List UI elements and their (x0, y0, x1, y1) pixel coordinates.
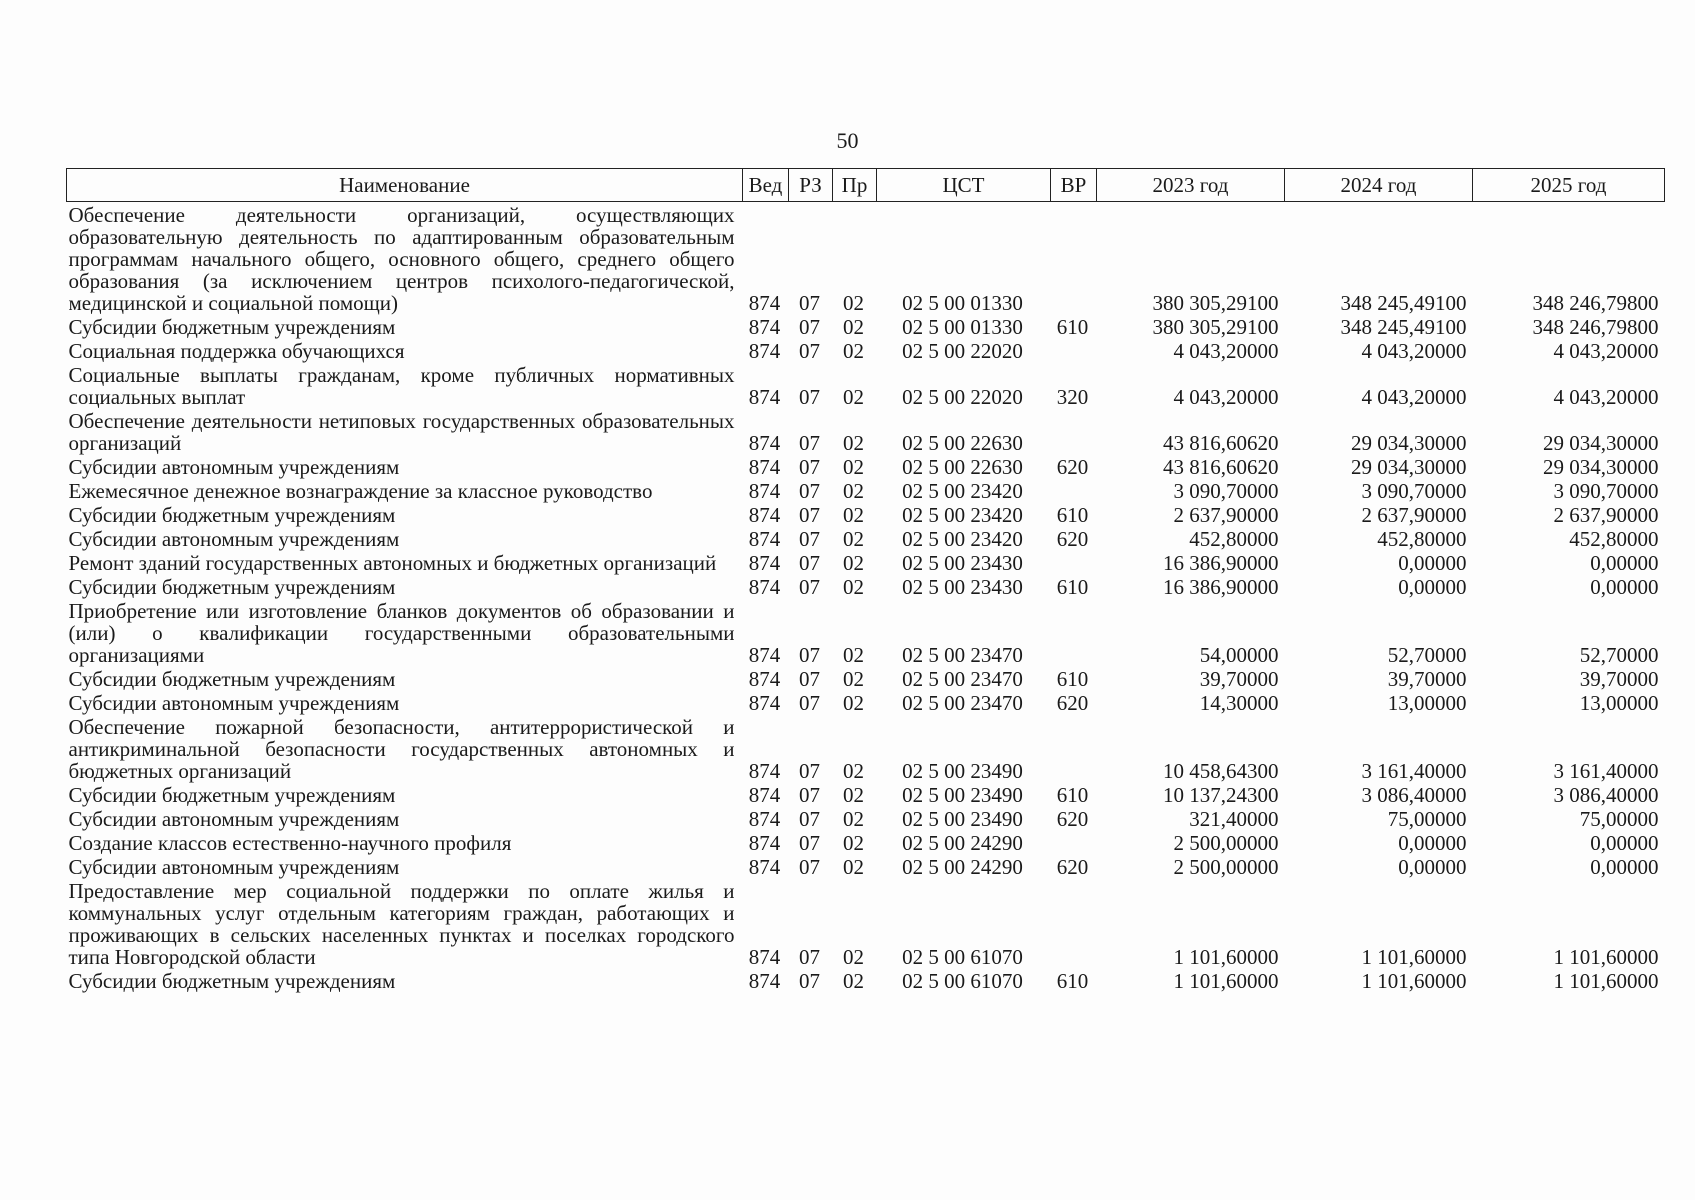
table-row (67, 340, 1665, 364)
cell-y2024: 0,00000 (1398, 551, 1467, 575)
table-row (67, 856, 1665, 880)
cell-rz: 07 (799, 455, 820, 479)
cell-rz: 07 (799, 291, 820, 315)
cell-rz: 07 (799, 431, 820, 455)
cell-y2025: 1 101,60000 (1553, 945, 1659, 969)
cell-pr: 02 (843, 527, 864, 551)
cell-y2023: 4 043,20000 (1173, 385, 1279, 409)
cell-name: Субсидии бюджетным учреждениям (68, 783, 396, 807)
cell-ved: 874 (748, 315, 781, 339)
cell-vr: 620 (1056, 691, 1089, 715)
cell-y2024: 2 637,90000 (1361, 503, 1467, 527)
cell-vr: 610 (1056, 315, 1089, 339)
cell-y2025: 0,00000 (1590, 855, 1659, 879)
cell-pr: 02 (843, 575, 864, 599)
cell-name: Обеспечение деятельности нетиповых государственных образовательных организаций (68, 409, 735, 455)
cell-ved: 874 (748, 479, 781, 503)
cell-ved: 874 (748, 551, 781, 575)
cell-cst: 02 5 00 23490 (902, 783, 1023, 807)
cell-cst: 02 5 00 61070 (902, 945, 1023, 969)
table-row (67, 364, 1665, 410)
cell-vr: 610 (1056, 969, 1089, 993)
cell-rz: 07 (799, 691, 820, 715)
cell-y2023: 380 305,29100 (1152, 291, 1279, 315)
cell-y2025: 4 043,20000 (1553, 339, 1659, 363)
cell-vr: 610 (1056, 667, 1089, 691)
cell-vr: 610 (1056, 783, 1089, 807)
cell-y2023: 3 090,70000 (1173, 479, 1279, 503)
cell-cst: 02 5 00 23430 (902, 575, 1023, 599)
cell-name: Субсидии бюджетным учреждениям (68, 575, 396, 599)
cell-y2023: 10 137,24300 (1163, 783, 1279, 807)
cell-y2023: 452,80000 (1189, 527, 1279, 551)
cell-pr: 02 (843, 551, 864, 575)
cell-pr: 02 (843, 855, 864, 879)
cell-name: Субсидии бюджетным учреждениям (68, 969, 396, 993)
header-rz: РЗ (789, 169, 833, 202)
table-body (67, 202, 1665, 995)
cell-rz: 07 (799, 783, 820, 807)
cell-y2024: 452,80000 (1377, 527, 1467, 551)
cell-vr (1051, 202, 1097, 317)
cell-pr: 02 (843, 431, 864, 455)
table-row (67, 456, 1665, 480)
cell-vr: 620 (1056, 807, 1089, 831)
cell-y2024: 29 034,30000 (1351, 431, 1467, 455)
cell-ved: 874 (748, 643, 781, 667)
table-row (67, 692, 1665, 716)
cell-y2024: 348 245,49100 (1340, 315, 1467, 339)
cell-name: Обеспечение пожарной безопасности, антитеррористической и антикриминальной безопасности государственных автономных и бюджетных организаций (68, 715, 735, 783)
cell-y2024: 39,70000 (1387, 667, 1467, 691)
cell-pr: 02 (843, 691, 864, 715)
cell-rz: 07 (799, 527, 820, 551)
cell-y2025: 3 090,70000 (1553, 479, 1659, 503)
cell-cst: 02 5 00 61070 (902, 969, 1023, 993)
cell-y2025: 348 246,79800 (1532, 291, 1659, 315)
cell-y2024: 52,70000 (1387, 643, 1467, 667)
header-row (67, 169, 1665, 202)
cell-y2024: 4 043,20000 (1361, 385, 1467, 409)
cell-cst: 02 5 00 23470 (902, 667, 1023, 691)
cell-cst: 02 5 00 23420 (902, 503, 1023, 527)
cell-ved: 874 (748, 691, 781, 715)
cell-name: Ремонт зданий государственных автономных и бюджетных организаций (68, 551, 717, 575)
cell-y2025: 452,80000 (1569, 527, 1659, 551)
table-row (67, 880, 1665, 970)
cell-name: Предоставление мер социальной поддержки по оплате жилья и коммунальных услуг отдельным категориям граждан, работающих и проживающих в сельских населенных пунктах и поселках городского типа Новгородской области (68, 879, 735, 969)
cell-y2025: 52,70000 (1579, 643, 1659, 667)
table-row (67, 716, 1665, 784)
table-row (67, 668, 1665, 692)
table-row (67, 970, 1665, 994)
cell-name: Субсидии автономным учреждениям (68, 691, 400, 715)
table-row (67, 480, 1665, 504)
cell-cst: 02 5 00 24290 (902, 831, 1023, 855)
table-row (67, 832, 1665, 856)
cell-cst: 02 5 00 24290 (902, 855, 1023, 879)
cell-y2024: 3 090,70000 (1361, 479, 1467, 503)
cell-name: Субсидии автономным учреждениям (68, 855, 400, 879)
cell-y2025: 0,00000 (1590, 575, 1659, 599)
cell-y2023: 43 816,60620 (1163, 431, 1279, 455)
cell-vr: 620 (1056, 527, 1089, 551)
cell-cst: 02 5 00 23470 (902, 643, 1023, 667)
cell-rz: 07 (799, 831, 820, 855)
cell-y2023: 14,30000 (1199, 691, 1279, 715)
cell-ved: 874 (748, 455, 781, 479)
cell-vr (1051, 552, 1097, 576)
cell-pr: 02 (843, 315, 864, 339)
cell-rz: 07 (799, 855, 820, 879)
table-row (67, 576, 1665, 600)
cell-ved: 874 (748, 969, 781, 993)
cell-pr: 02 (843, 667, 864, 691)
cell-vr: 610 (1056, 503, 1089, 527)
cell-y2023: 1 101,60000 (1173, 945, 1279, 969)
cell-rz: 07 (799, 479, 820, 503)
cell-y2025: 2 637,90000 (1553, 503, 1659, 527)
table-row (67, 316, 1665, 340)
cell-y2025: 0,00000 (1590, 551, 1659, 575)
cell-cst: 02 5 00 22630 (902, 455, 1023, 479)
table-row (67, 784, 1665, 808)
cell-name: Субсидии автономным учреждениям (68, 527, 400, 551)
cell-y2025: 0,00000 (1590, 831, 1659, 855)
cell-rz: 07 (799, 385, 820, 409)
cell-vr (1051, 410, 1097, 456)
cell-y2024: 0,00000 (1398, 831, 1467, 855)
cell-pr: 02 (843, 643, 864, 667)
cell-name: Субсидии бюджетным учреждениям (68, 667, 396, 691)
header-2023: 2023 год (1097, 169, 1285, 202)
cell-cst: 02 5 00 23430 (902, 551, 1023, 575)
cell-name: Социальная поддержка обучающихся (68, 339, 405, 363)
cell-y2025: 75,00000 (1579, 807, 1659, 831)
table-row (67, 600, 1665, 668)
cell-name: Субсидии автономным учреждениям (68, 807, 400, 831)
page-number: 50 (836, 128, 859, 153)
cell-y2023: 16 386,90000 (1163, 551, 1279, 575)
cell-y2023: 39,70000 (1199, 667, 1279, 691)
cell-ved: 874 (748, 667, 781, 691)
cell-cst: 02 5 00 23470 (902, 691, 1023, 715)
cell-y2023: 10 458,64300 (1163, 759, 1279, 783)
cell-y2024: 1 101,60000 (1361, 969, 1467, 993)
cell-cst: 02 5 00 23490 (902, 759, 1023, 783)
cell-pr: 02 (843, 291, 864, 315)
cell-y2023: 2 500,00000 (1173, 831, 1279, 855)
table-row (67, 410, 1665, 456)
cell-vr (1051, 600, 1097, 668)
cell-y2023: 1 101,60000 (1173, 969, 1279, 993)
cell-y2025: 1 101,60000 (1553, 969, 1659, 993)
cell-pr: 02 (843, 385, 864, 409)
cell-rz: 07 (799, 807, 820, 831)
cell-cst: 02 5 00 23420 (902, 527, 1023, 551)
cell-pr: 02 (843, 945, 864, 969)
cell-y2024: 348 245,49100 (1340, 291, 1467, 315)
cell-ved: 874 (748, 945, 781, 969)
cell-ved: 874 (748, 783, 781, 807)
cell-y2024: 29 034,30000 (1351, 455, 1467, 479)
cell-y2025: 348 246,79800 (1532, 315, 1659, 339)
table-row (67, 552, 1665, 576)
cell-y2024: 0,00000 (1398, 575, 1467, 599)
cell-y2023: 2 637,90000 (1173, 503, 1279, 527)
table-row (67, 202, 1665, 317)
cell-ved: 874 (748, 339, 781, 363)
cell-pr: 02 (843, 783, 864, 807)
cell-cst: 02 5 00 22020 (902, 339, 1023, 363)
cell-rz: 07 (799, 969, 820, 993)
cell-pr: 02 (843, 339, 864, 363)
cell-pr: 02 (843, 479, 864, 503)
cell-rz: 07 (799, 339, 820, 363)
cell-ved: 874 (748, 855, 781, 879)
table-row (67, 808, 1665, 832)
cell-ved: 874 (748, 831, 781, 855)
cell-ved: 874 (748, 431, 781, 455)
cell-ved: 874 (748, 503, 781, 527)
cell-y2025: 3 086,40000 (1553, 783, 1659, 807)
cell-ved: 874 (748, 291, 781, 315)
cell-y2024: 1 101,60000 (1361, 945, 1467, 969)
cell-y2025: 29 034,30000 (1543, 431, 1659, 455)
cell-pr: 02 (843, 759, 864, 783)
cell-rz: 07 (799, 759, 820, 783)
cell-cst: 02 5 00 22630 (902, 431, 1023, 455)
cell-rz: 07 (799, 667, 820, 691)
cell-vr (1051, 832, 1097, 856)
cell-ved: 874 (748, 385, 781, 409)
cell-y2023: 54,00000 (1199, 643, 1279, 667)
cell-rz: 07 (799, 551, 820, 575)
table-header (67, 169, 1665, 202)
cell-cst: 02 5 00 23490 (902, 807, 1023, 831)
header-cst: ЦСТ (877, 169, 1051, 202)
table-row (67, 504, 1665, 528)
cell-y2023: 43 816,60620 (1163, 455, 1279, 479)
cell-cst: 02 5 00 22020 (902, 385, 1023, 409)
cell-vr (1051, 340, 1097, 364)
cell-cst: 02 5 00 01330 (902, 315, 1023, 339)
cell-y2024: 3 161,40000 (1361, 759, 1467, 783)
cell-vr: 620 (1056, 855, 1089, 879)
cell-ved: 874 (748, 527, 781, 551)
cell-y2025: 3 161,40000 (1553, 759, 1659, 783)
cell-pr: 02 (843, 831, 864, 855)
cell-y2025: 29 034,30000 (1543, 455, 1659, 479)
cell-pr: 02 (843, 969, 864, 993)
cell-name: Обеспечение деятельности организаций, осуществляющих образовательную деятельность по адаптированным образовательным программам начального общего, основного общего, среднего общего образования (за исключением центров психолого-педагогической, медицинской и социальной помощи) (68, 203, 735, 315)
cell-y2024: 75,00000 (1387, 807, 1467, 831)
cell-cst: 02 5 00 23420 (902, 479, 1023, 503)
cell-name: Приобретение или изготовление бланков документов об образовании и (или) о квалификации государственными образовательными организациями (68, 599, 735, 667)
cell-vr (1051, 480, 1097, 504)
cell-y2025: 4 043,20000 (1553, 385, 1659, 409)
cell-y2023: 380 305,29100 (1152, 315, 1279, 339)
cell-y2023: 2 500,00000 (1173, 855, 1279, 879)
cell-name: Субсидии автономным учреждениям (68, 455, 400, 479)
cell-ved: 874 (748, 807, 781, 831)
cell-y2024: 4 043,20000 (1361, 339, 1467, 363)
budget-table (66, 168, 1665, 994)
cell-rz: 07 (799, 315, 820, 339)
cell-name: Субсидии бюджетным учреждениям (68, 315, 396, 339)
cell-y2025: 13,00000 (1579, 691, 1659, 715)
cell-y2024: 13,00000 (1387, 691, 1467, 715)
cell-cst: 02 5 00 01330 (902, 291, 1023, 315)
header-ved: Вед (743, 169, 789, 202)
cell-vr: 610 (1056, 575, 1089, 599)
cell-ved: 874 (748, 759, 781, 783)
cell-name: Субсидии бюджетным учреждениям (68, 503, 396, 527)
cell-pr: 02 (843, 503, 864, 527)
cell-name: Создание классов естественно-научного профиля (68, 831, 512, 855)
cell-y2025: 39,70000 (1579, 667, 1659, 691)
cell-name: Социальные выплаты гражданам, кроме публичных нормативных социальных выплат (68, 363, 735, 409)
cell-rz: 07 (799, 945, 820, 969)
cell-pr: 02 (843, 455, 864, 479)
cell-vr: 320 (1056, 385, 1089, 409)
cell-vr (1051, 716, 1097, 784)
header-vr: ВР (1051, 169, 1097, 202)
cell-y2023: 16 386,90000 (1163, 575, 1279, 599)
cell-vr (1051, 880, 1097, 970)
header-pr: Пр (833, 169, 877, 202)
cell-pr: 02 (843, 807, 864, 831)
cell-rz: 07 (799, 643, 820, 667)
cell-ved: 874 (748, 575, 781, 599)
cell-name: Ежемесячное денежное вознаграждение за классное руководство (68, 479, 653, 503)
header-2024: 2024 год (1285, 169, 1473, 202)
table-row (67, 528, 1665, 552)
cell-y2024: 0,00000 (1398, 855, 1467, 879)
header-2025: 2025 год (1473, 169, 1665, 202)
header-name: Наименование (67, 169, 743, 202)
cell-y2024: 3 086,40000 (1361, 783, 1467, 807)
cell-y2023: 321,40000 (1189, 807, 1279, 831)
cell-rz: 07 (799, 575, 820, 599)
cell-vr: 620 (1056, 455, 1089, 479)
cell-y2023: 4 043,20000 (1173, 339, 1279, 363)
cell-rz: 07 (799, 503, 820, 527)
